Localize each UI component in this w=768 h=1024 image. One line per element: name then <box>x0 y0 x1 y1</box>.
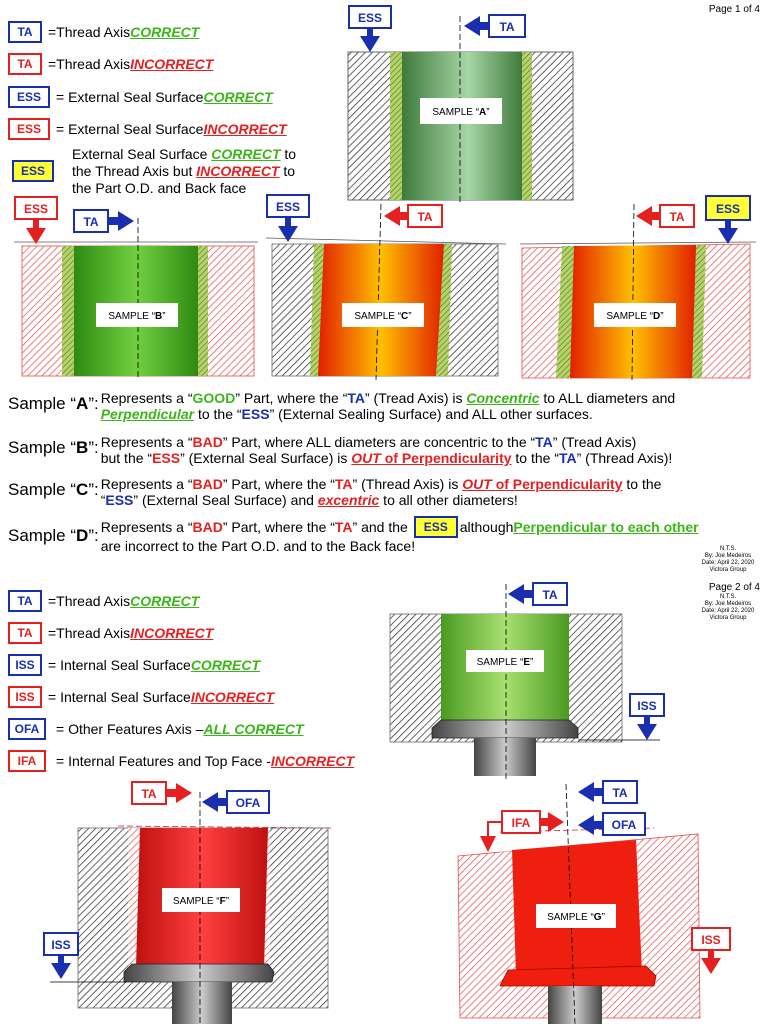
ifa-tag: IFA <box>8 750 46 772</box>
sample-e-drawing <box>390 583 664 780</box>
legend-row: ESS = External Seal Surface CORRECT <box>8 85 273 109</box>
legend-row: TA =Thread Axis CORRECT <box>8 589 199 613</box>
legend-row: TA =Thread Axis INCORRECT <box>8 621 213 645</box>
ta-tag: TA <box>8 21 42 43</box>
sample-c-drawing <box>266 195 506 380</box>
sample-label: SAMPLE “C” <box>354 311 412 322</box>
legend-row: TA =Thread Axis CORRECT <box>8 20 199 44</box>
sample-label: SAMPLE “F” <box>172 896 230 907</box>
sample-label: SAMPLE “A” <box>432 107 490 118</box>
iss-tag: ISS <box>637 699 657 713</box>
ess-tag: ESS <box>715 202 741 216</box>
arrow-left-icon <box>636 206 662 226</box>
legend-row: OFA = Other Features Axis – ALL CORRECT <box>8 717 304 741</box>
sample-a-drawing <box>348 6 573 205</box>
page1-drawings <box>0 0 768 390</box>
page-label: Page 1 of 4 <box>708 4 760 15</box>
iss-tag: ISS <box>701 933 721 947</box>
arrow-right-icon <box>540 812 564 832</box>
ta-tag: TA <box>83 215 99 229</box>
sample-label: SAMPLE “D” <box>606 311 664 322</box>
ta-tag: TA <box>612 786 628 800</box>
ta-tag: TA <box>8 590 42 612</box>
arrow-down-icon <box>718 220 738 244</box>
arrow-left-icon <box>578 782 604 802</box>
arrow-down-icon <box>51 955 71 979</box>
ta-tag: TA <box>8 622 42 644</box>
ofa-tag: OFA <box>235 796 261 810</box>
legend-row-yellow: ESS External Seal Surface CORRECT to the Thread Axis but INCORRECT to the Part O.D. and Back face <box>8 145 338 197</box>
arrow-down-icon <box>360 28 380 52</box>
ta-tag: TA <box>141 787 157 801</box>
ta-tag: TA <box>8 53 42 75</box>
drawing-note: N.T.S. By: Joe Medeiros Date: April 22, 2020 Victora Group <box>701 546 755 573</box>
arrow-down-icon <box>480 836 496 852</box>
iss-tag: ISS <box>51 938 71 952</box>
legend-row: ESS = External Seal Surface INCORRECT <box>8 117 287 141</box>
description-a: Sample “A”: Represents a “GOOD” Part, where the “TA” (Tread Axis) is Concentric to ALL diameters and Perpendicular to the “ESS” (External Sealing Surface) and ALL other surfaces. <box>8 390 676 422</box>
ta-tag: TA <box>417 210 433 224</box>
sample-b-drawing <box>14 197 258 380</box>
arrow-left-icon <box>578 815 604 835</box>
ta-tag: TA <box>542 588 558 602</box>
arrow-down-icon <box>701 950 721 974</box>
description-c: Sample “C”: Represents a “BAD” Part, where the “TA” (Thread Axis) is OUT of Perpendicularity to the “ESS” (External Seal Surface) and excentric to all other diameters! <box>8 476 662 508</box>
sample-label: SAMPLE “G” <box>547 912 605 923</box>
sample-f-drawing <box>44 782 332 1024</box>
page2-drawings <box>0 570 768 1024</box>
sample-g-drawing <box>458 781 730 1024</box>
ta-tag: TA <box>669 210 685 224</box>
drawing-note: N.T.S. By: Joe Medeiros Date: April 22, 2020 Victora Group <box>701 594 755 621</box>
ess-tag: ESS <box>12 160 54 182</box>
ess-tag: ESS <box>357 11 383 25</box>
sample-d-drawing <box>520 196 756 380</box>
iss-tag: ISS <box>8 686 42 708</box>
ess-tag: ESS <box>414 516 458 538</box>
arrow-down-icon <box>26 219 46 244</box>
ess-tag: ESS <box>275 200 301 214</box>
description-d: Sample “D”: Represents a “ BAD ” Part, where the “ TA ” and the ESS although Perpendicular to each other are incorrect to the Part O.D. and to the Back face! <box>8 516 764 554</box>
sample-label: SAMPLE “E” <box>476 657 534 668</box>
ta-tag: TA <box>499 20 515 34</box>
ofa-tag: OFA <box>8 718 46 740</box>
ess-tag: ESS <box>8 86 50 108</box>
iss-tag: ISS <box>8 654 42 676</box>
legend-row: ISS = Internal Seal Surface CORRECT <box>8 653 260 677</box>
arrow-left-icon <box>384 206 410 226</box>
arrow-left-icon <box>508 584 534 604</box>
arrow-right-icon <box>166 783 192 803</box>
ifa-tag: IFA <box>511 816 531 830</box>
page-label: Page 2 of 4 <box>708 582 760 593</box>
legend-row: ISS = Internal Seal Surface INCORRECT <box>8 685 274 709</box>
legend-row: IFA = Internal Features and Top Face - INCORRECT <box>8 749 354 773</box>
arrow-left-icon <box>202 792 228 812</box>
sample-label: SAMPLE “B” <box>108 311 166 322</box>
arrow-down-icon <box>637 716 657 740</box>
legend-row: TA =Thread Axis INCORRECT <box>8 52 213 76</box>
arrow-right-icon <box>108 211 134 231</box>
ess-tag: ESS <box>23 202 49 216</box>
description-b: Sample “B”: Represents a “BAD” Part, where ALL diameters are concentric to the “TA” (Tread Axis) but the “ESS” (External Seal Surface) is OUT of Perpendicularity to the “TA” (Thread Axis)! <box>8 434 673 466</box>
ofa-tag: OFA <box>611 818 637 832</box>
arrow-left-icon <box>464 16 490 36</box>
ess-tag: ESS <box>8 118 50 140</box>
